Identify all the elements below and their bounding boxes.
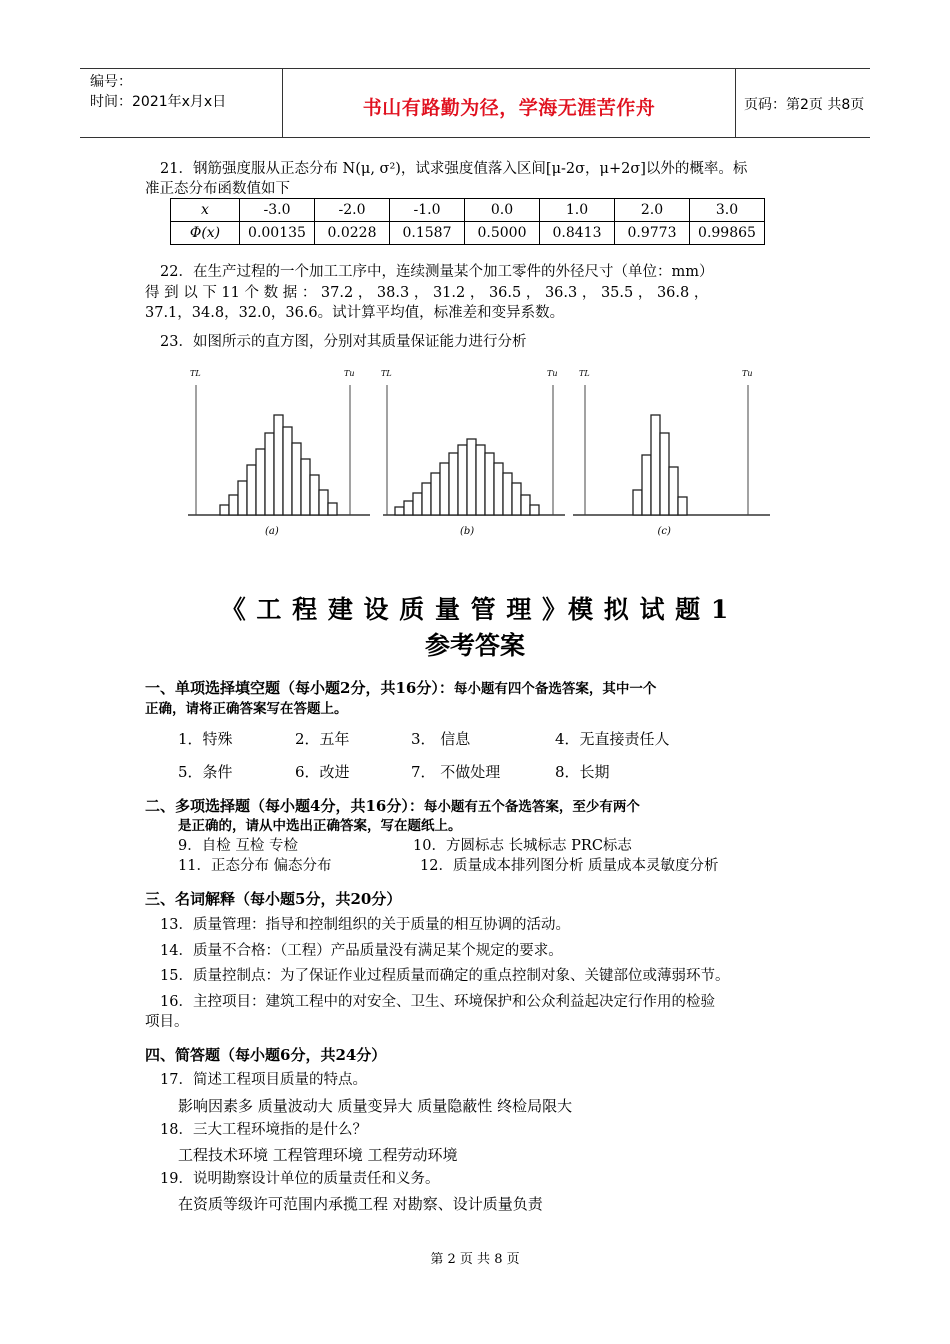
definition-14: 14．质量不合格：（工程）产品质量没有满足某个规定的要求。 <box>160 943 563 959</box>
histogram-bar <box>494 463 503 515</box>
page-number-label: 页码：第2页 共8页 <box>744 97 865 113</box>
histogram-bar <box>274 415 283 515</box>
histogram-c <box>573 369 770 537</box>
answer-11: 11．正态分布 偏态分布 <box>178 858 332 874</box>
histogram-bar <box>467 439 476 515</box>
answer-12: 12．质量成本排列图分析 质量成本灵敏度分析 <box>420 858 719 874</box>
q22-line2: 得 到 以 下 11 个 数 据 ： 37.2 ， 38.3 ， 31.2 ， 36.5 ， 36.3 ， 35.5 ， 36.8 ， <box>145 285 709 301</box>
table-row-phi <box>171 222 765 245</box>
histogram-bar <box>431 473 440 515</box>
date-label: 时间：2021年x月x日 <box>90 94 227 110</box>
histogram-bar <box>301 459 310 515</box>
histogram-bar <box>283 427 292 515</box>
histogram-bar <box>440 463 449 515</box>
normal-distribution-table <box>170 198 765 245</box>
phi-value: 0.5000 <box>465 222 540 245</box>
figure-caption: (c) <box>657 526 671 537</box>
histogram-b <box>381 369 565 537</box>
histogram-bar <box>220 505 229 515</box>
histogram-bar <box>310 475 319 515</box>
figure-caption: (a) <box>265 526 279 537</box>
question-17: 17．简述工程项目质量的特点。 <box>160 1072 367 1088</box>
answer-19: 在资质等级许可范围内承揽工程 对勘察、设计质量负责 <box>178 1195 543 1213</box>
motto: 书山有路勤为径，学海无涯苦作舟 <box>362 97 656 119</box>
section2-note: 每小题有五个备选答案，至少有两个 <box>423 799 640 815</box>
histogram-bar <box>404 501 413 515</box>
section2-note2: 是正确的，请从中选出正确答案，写在题纸上。 <box>178 818 462 834</box>
answer-8: 8．长期 <box>555 763 610 781</box>
x-value: -1.0 <box>390 199 465 222</box>
answer-17: 影响因素多 质量波动大 质量变异大 质量隐蔽性 终检局限大 <box>178 1097 573 1115</box>
histogram-bar <box>422 483 431 515</box>
section4-heading: 四、简答题（每小题6分，共24分） <box>145 1046 387 1064</box>
definition-13: 13．质量管理：指导和控制组织的关于质量的相互协调的活动。 <box>160 917 570 933</box>
histogram-bar <box>247 465 256 515</box>
histogram-bar <box>458 445 467 515</box>
histogram-bar <box>521 495 530 515</box>
answer-18: 工程技术环境 工程管理环境 工程劳动环境 <box>178 1146 458 1164</box>
histogram-bar <box>256 449 265 515</box>
answer-10: 10．方圆标志 长城标志 PRC标志 <box>413 838 632 854</box>
header-meta <box>80 69 282 137</box>
header-motto-cell <box>282 69 736 137</box>
answer-7: 7． 不做处理 <box>411 763 501 781</box>
question-19: 19．说明勘察设计单位的质量责任和义务。 <box>160 1171 440 1187</box>
definition-15: 15．质量控制点：为了保证作业过程质量而确定的重点控制对象、关键部位或薄弱环节。 <box>160 968 730 984</box>
histogram-bar <box>633 490 642 515</box>
answer-1: 1．特殊 <box>178 730 233 748</box>
histogram-bar <box>530 505 539 515</box>
x-value: -2.0 <box>315 199 390 222</box>
histogram-bar <box>651 415 660 515</box>
section1-note2: 正确，请将正确答案写在答题上。 <box>145 701 348 717</box>
lower-limit-label: TL <box>190 369 201 378</box>
section1-note: 每小题有四个备选答案，其中一个 <box>453 681 657 697</box>
histogram-bar <box>476 445 485 515</box>
upper-limit-label: Tu <box>344 369 355 378</box>
page-header <box>80 68 870 138</box>
answer-9: 9．自检 互检 专检 <box>178 838 298 854</box>
section1-title: 一、单项选择填空题（每小题2分，共16分）： <box>145 679 454 697</box>
section2-title: 二、多项选择题（每小题4分，共16分）： <box>145 797 424 815</box>
answer-3: 3． 信息 <box>411 730 471 748</box>
phi-value: 0.0228 <box>315 222 390 245</box>
lower-limit-label: TL <box>579 369 590 378</box>
definition-16-cont: 项目。 <box>145 1014 189 1030</box>
answer-2: 2．五年 <box>295 730 350 748</box>
histogram-bar <box>319 490 328 515</box>
upper-limit-label: Tu <box>742 369 753 378</box>
histogram-bar <box>449 453 458 515</box>
phi-value: 0.00135 <box>240 222 315 245</box>
lower-limit-label: TL <box>381 369 392 378</box>
page-footer: 第 2 页 共 8 页 <box>430 1252 520 1267</box>
row-label-x: x <box>171 199 240 222</box>
histogram-bar <box>292 443 301 515</box>
q23-line1: 23．如图所示的直方图，分别对其质量保证能力进行分析 <box>160 334 527 350</box>
answer-subtitle: 参考答案 <box>424 631 525 660</box>
histogram-bar <box>485 453 494 515</box>
histogram-bar <box>395 507 404 515</box>
table-row-x <box>171 199 765 222</box>
phi-value: 0.1587 <box>390 222 465 245</box>
histogram-bar <box>678 497 687 515</box>
x-value: 1.0 <box>540 199 615 222</box>
phi-value: 0.9773 <box>615 222 690 245</box>
histogram-bar <box>413 493 422 515</box>
histogram-bar <box>238 481 247 515</box>
figure-caption: (b) <box>460 526 475 537</box>
x-value: -3.0 <box>240 199 315 222</box>
x-value: 0.0 <box>465 199 540 222</box>
answer-6: 6．改进 <box>295 763 350 781</box>
row-label-phi: Φ(x) <box>171 222 240 245</box>
phi-value: 0.8413 <box>540 222 615 245</box>
section2-heading <box>145 796 640 817</box>
x-value: 2.0 <box>615 199 690 222</box>
histogram-bar <box>229 495 238 515</box>
histogram-bar <box>328 503 337 515</box>
histogram-bar <box>669 467 678 515</box>
histogram-bar <box>265 433 274 515</box>
header-page-cell <box>734 69 870 137</box>
q22-line1: 22．在生产过程的一个加工工序中，连续测量某个加工零件的外径尺寸（单位：mm） <box>160 264 714 280</box>
question-18: 18．三大工程环境指的是什么？ <box>160 1122 367 1138</box>
section3-heading: 三、名词解释（每小题5分，共20分） <box>145 890 402 908</box>
histogram-a <box>188 369 370 537</box>
section1-heading <box>145 678 656 699</box>
q21-line1: 21．钢筋强度服从正态分布 N(μ, σ²)，试求强度值落入区间[μ-2σ，μ+2σ]以外的概率。标 <box>160 161 748 177</box>
histogram-bar <box>503 473 512 515</box>
histogram-bar <box>642 455 651 515</box>
answer-title: 《 工 程 建 设 质 量 管 理 》模 拟 试 题 1 <box>220 595 730 624</box>
histogram-figure <box>180 360 770 540</box>
code-label: 编号： <box>90 74 132 90</box>
answer-4: 4．无直接责任人 <box>555 730 670 748</box>
q21-line2: 准正态分布函数值如下 <box>145 181 290 197</box>
phi-value: 0.99865 <box>690 222 765 245</box>
x-value: 3.0 <box>690 199 765 222</box>
q22-line3: 37.1，34.8，32.0，36.6。试计算平均值，标准差和变异系数。 <box>145 305 565 321</box>
upper-limit-label: Tu <box>547 369 558 378</box>
definition-16: 16．主控项目：建筑工程中的对安全、卫生、环境保护和公众利益起决定行作用的检验 <box>160 994 715 1010</box>
histogram-bar <box>660 433 669 515</box>
histogram-bar <box>512 483 521 515</box>
answer-5: 5．条件 <box>178 763 233 781</box>
